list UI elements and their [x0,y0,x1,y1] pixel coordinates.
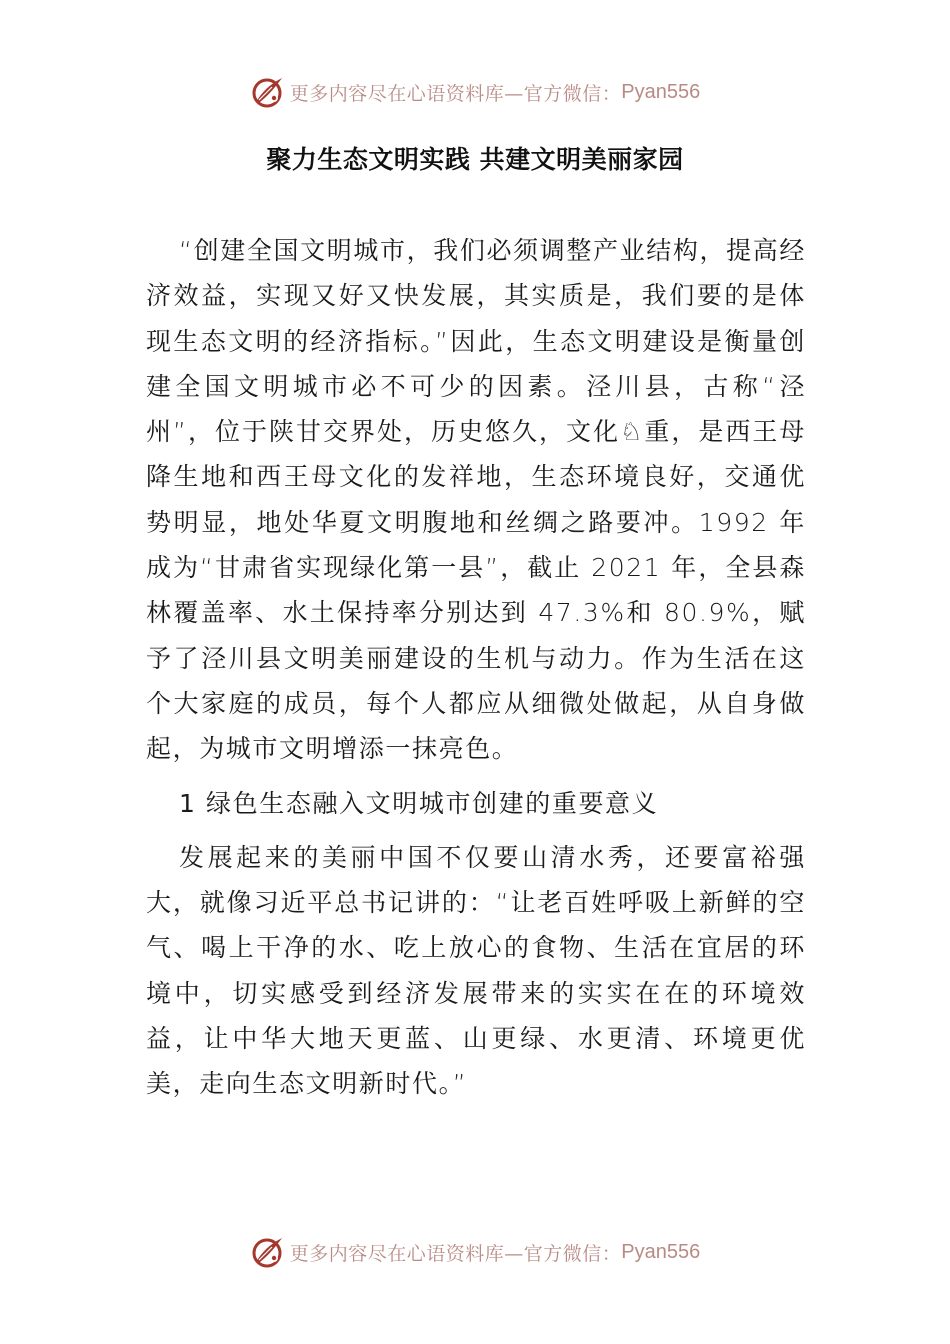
section-heading: 1 绿色生态融入文明城市创建的重要意义 [179,788,659,818]
paragraph: “创建全国文明城市，我们必须调整产业结构，提高经济效益，实现又好又快发展，其实质是，我们要的是体现生态文明的经济指标。”因此，生态文明建设是衡量创建全国文明城市必不可少的因素。泾川县，古称“泾州”，位于陕甘交界处，历史悠久，文化♘重，是西王母降生地和西王母文化的发祥地，生态环境良好，交通优势明显，地处华夏文明腹地和丝绸之路要冲。1992 年成为“甘肃省实现绿化第一县”，截止 2021 年，全县森林覆盖率、水土保持率分别达到 47.3%和 80.9%，赋予了泾川县文明美丽建设的生机与动力。作为生活在这个大家庭的成员，每个人都应从细微处做起，从自身做起，为城市文明增添一抹亮色。 [146,236,806,764]
watermark-text: 更多内容尽在心语资料库—官方微信： [289,1242,622,1265]
watermark-wechat-id: Pyan556 [621,80,701,103]
paragraph: 发展起来的美丽中国不仅要山清水秀，还要富裕强大，就像习近平总书记讲的：“让老百姓呼吸上新鲜的空气、喝上干净的水、吃上放心的食物、生活在宜居的环境中，切实感受到经济发展带来的实实在在的环境效益，让中华大地天更蓝、山更绿、水更清、环境更优美，走向生态文明新时代。” [146,842,806,1099]
watermark-text: 更多内容尽在心语资料库—官方微信： [289,82,622,105]
document-body [146,228,806,1116]
quill-logo-icon [250,74,286,110]
document-title: 聚力生态文明实践 共建文明美丽家园 [266,145,684,174]
watermark-wechat-id: Pyan556 [621,1240,701,1263]
watermark-footer [0,1232,950,1272]
watermark-header [0,72,950,112]
quill-logo-icon [250,1234,286,1270]
